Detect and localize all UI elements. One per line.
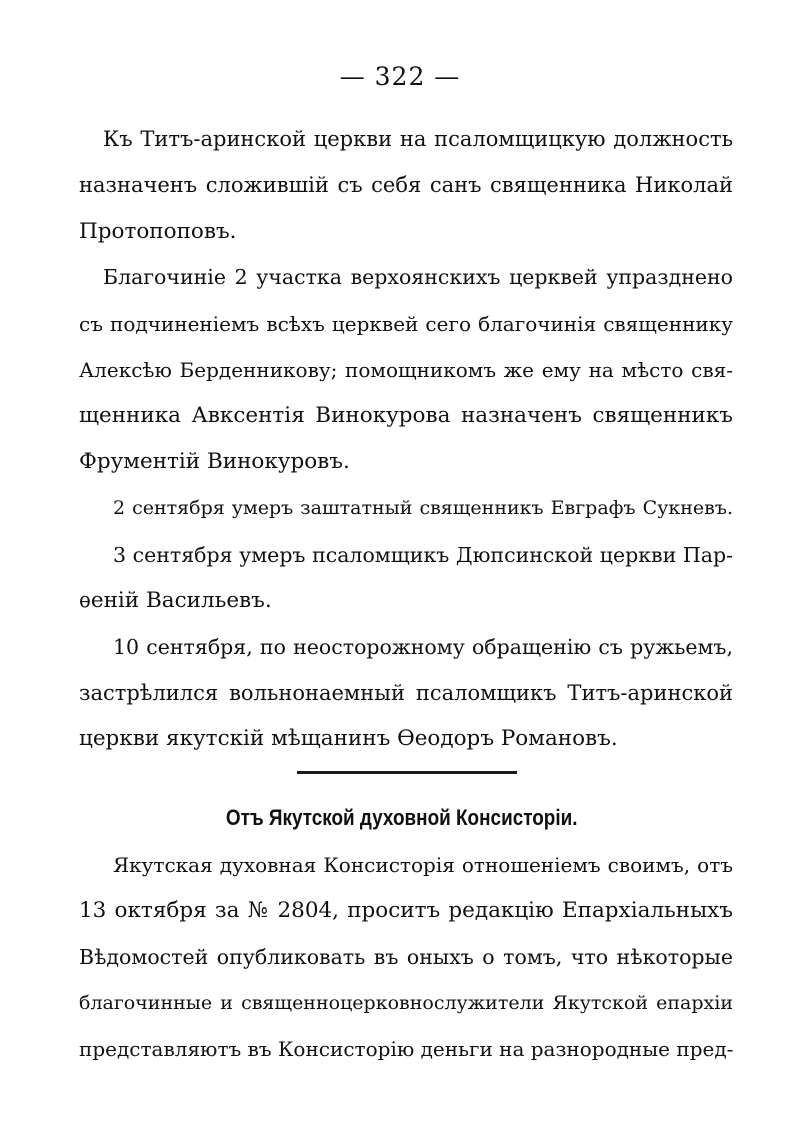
text-line: Къ Титъ-аринской церкви на псаломщицкую должность [103,127,733,151]
text-line: Якутская духовная Консисторія отношеніемъ своимъ, отъ [113,853,733,877]
section-heading: Отъ Якутской духовной Консисторіи. [225,805,578,830]
text-line: ѳеній Васильевъ. [79,588,272,613]
text-line: Благочиніе 2 участка верхоянскихъ церквей упразднено [103,265,733,289]
text-line: благочинные и священноцерковнослужители Якутской епархіи [79,992,733,1014]
text-line: Алексѣю Берденникову; помощникомъ же ему на мѣсто свя- [79,358,733,382]
text-line: 10 сентября, по неосторожному обращенію съ ружьемъ, [113,635,733,659]
text-line: съ подчиненіемъ всѣхъ церквей сего благочинія священнику [79,312,733,336]
text-line: щенника Авксентія Винокурова назначенъ священникъ [79,403,733,428]
text-line: 3 сентября умеръ псаломщикъ Дюпсинской церкви Пар- [113,543,733,567]
text-line: 13 октября за № 2804, проситъ редакцію Епархіальныхъ [79,898,733,923]
text-line: Фрументій Винокуровъ. [79,449,350,474]
text-line: представляютъ въ Консисторію деньги на разнородные пред- [79,1037,733,1061]
section-divider [297,771,517,774]
text-line: 2 сентября умеръ заштатный священникъ Евграфъ Сукневъ. [113,497,733,519]
text-line: Вѣдомостей опубликовать въ оныхъ о томъ, что нѣкоторые [79,945,733,969]
text-line: застрѣлился вольнонаемный псаломщикъ Титъ-аринской [79,681,733,705]
page-number: — 322 — [339,62,461,91]
text-line: назначенъ сложившій съ себя санъ священника Николай [79,173,733,197]
text-line: Протопоповъ. [79,219,237,244]
text-line: церкви якутскій мѣщанинъ Ѳеодоръ Романовъ. [79,726,618,751]
